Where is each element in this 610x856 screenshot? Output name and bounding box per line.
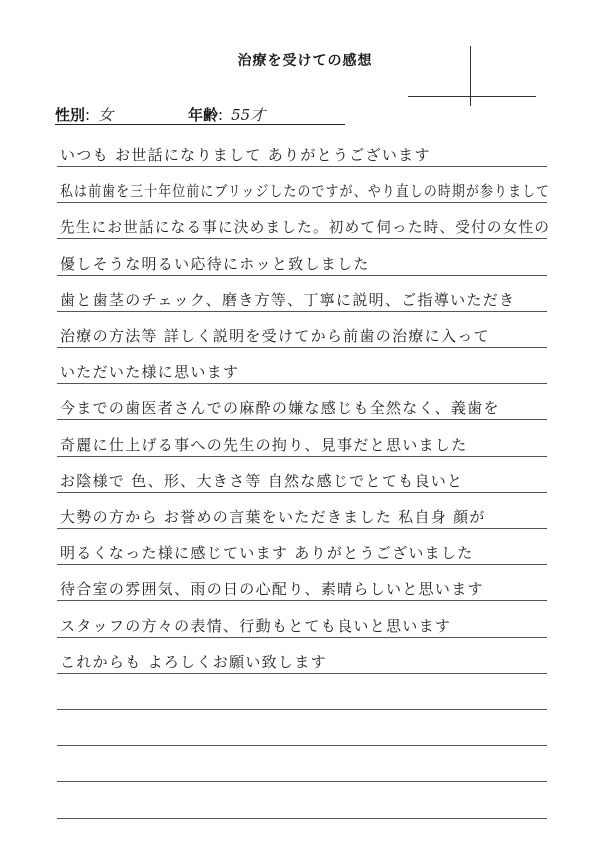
page-title: 治療を受けての感想 <box>237 53 373 69</box>
ruled-line <box>57 383 547 384</box>
handwritten-line: 奇麗に仕上げる事への先生の拘り、見事だと思いました <box>60 436 468 454</box>
stamp-vertical-line <box>470 46 471 106</box>
ruled-line <box>57 492 547 493</box>
handwritten-line: 待合室の雰囲気、雨の日の心配り、素晴らしいと思います <box>60 580 484 598</box>
ruled-line <box>57 781 547 782</box>
handwritten-line: 歯と歯茎のチェック、磨き方等、丁寧に説明、ご指導いただき <box>60 291 516 309</box>
age-separator: : <box>218 106 224 124</box>
age-label: 年齢 <box>188 106 219 124</box>
ruled-line <box>57 166 547 167</box>
gender-label: 性別 <box>55 106 86 124</box>
ruled-line <box>57 528 547 529</box>
handwritten-line: 私は前歯を三十年位前にブリッジしたのですが、やり直しの時期が参りまして <box>60 182 551 200</box>
ruled-line <box>57 600 547 601</box>
handwritten-line: いつも お世話になりまして ありがとうございます <box>60 146 431 164</box>
ruled-line <box>57 419 547 420</box>
ruled-line <box>57 637 547 638</box>
handwritten-line: 大勢の方から お誉めの言葉をいただきました 私自身 顔が <box>60 508 486 526</box>
handwritten-line: いただいた様に思います <box>60 363 240 381</box>
handwritten-line: お陰様で 色、形、大きさ等 自然な感じでとても良いと <box>60 472 464 490</box>
stamp-horizontal-line <box>408 96 536 97</box>
ruled-line <box>57 311 547 312</box>
gender-separator: : <box>85 106 91 124</box>
handwritten-line: スタッフの方々の表情、行動もとても良いと思います <box>60 617 452 635</box>
ruled-line <box>57 347 547 348</box>
age-value: 55才 <box>231 106 266 124</box>
ruled-line <box>57 238 547 239</box>
ruled-line <box>57 275 547 276</box>
handwritten-line: 優しそうな明るい応待にホッと致しました <box>60 255 370 273</box>
gender-value: 女 <box>98 106 114 124</box>
ruled-line <box>57 673 547 674</box>
handwritten-line: 今までの歯医者さんでの麻酔の嫌な感じも全然なく、義歯を <box>60 399 500 417</box>
ruled-line <box>57 745 547 746</box>
handwritten-line: 先生にお世話になる事に決めました。初めて伺った時、受付の女性の <box>60 218 551 236</box>
handwritten-line: 明るくなった様に感じています ありがとうございました <box>60 544 474 562</box>
ruled-line <box>57 564 547 565</box>
handwritten-line: これからも よろしくお願い致します <box>60 653 327 671</box>
gender-field <box>55 104 113 125</box>
age-field <box>188 104 265 125</box>
header-rule <box>55 124 345 125</box>
stamp-box <box>408 46 536 106</box>
handwritten-line: 治療の方法等 詳しく説明を受けてから前歯の治療に入って <box>60 327 490 345</box>
ruled-line <box>57 456 547 457</box>
ruled-line <box>57 818 547 819</box>
ruled-line <box>57 709 547 710</box>
ruled-line <box>57 202 547 203</box>
